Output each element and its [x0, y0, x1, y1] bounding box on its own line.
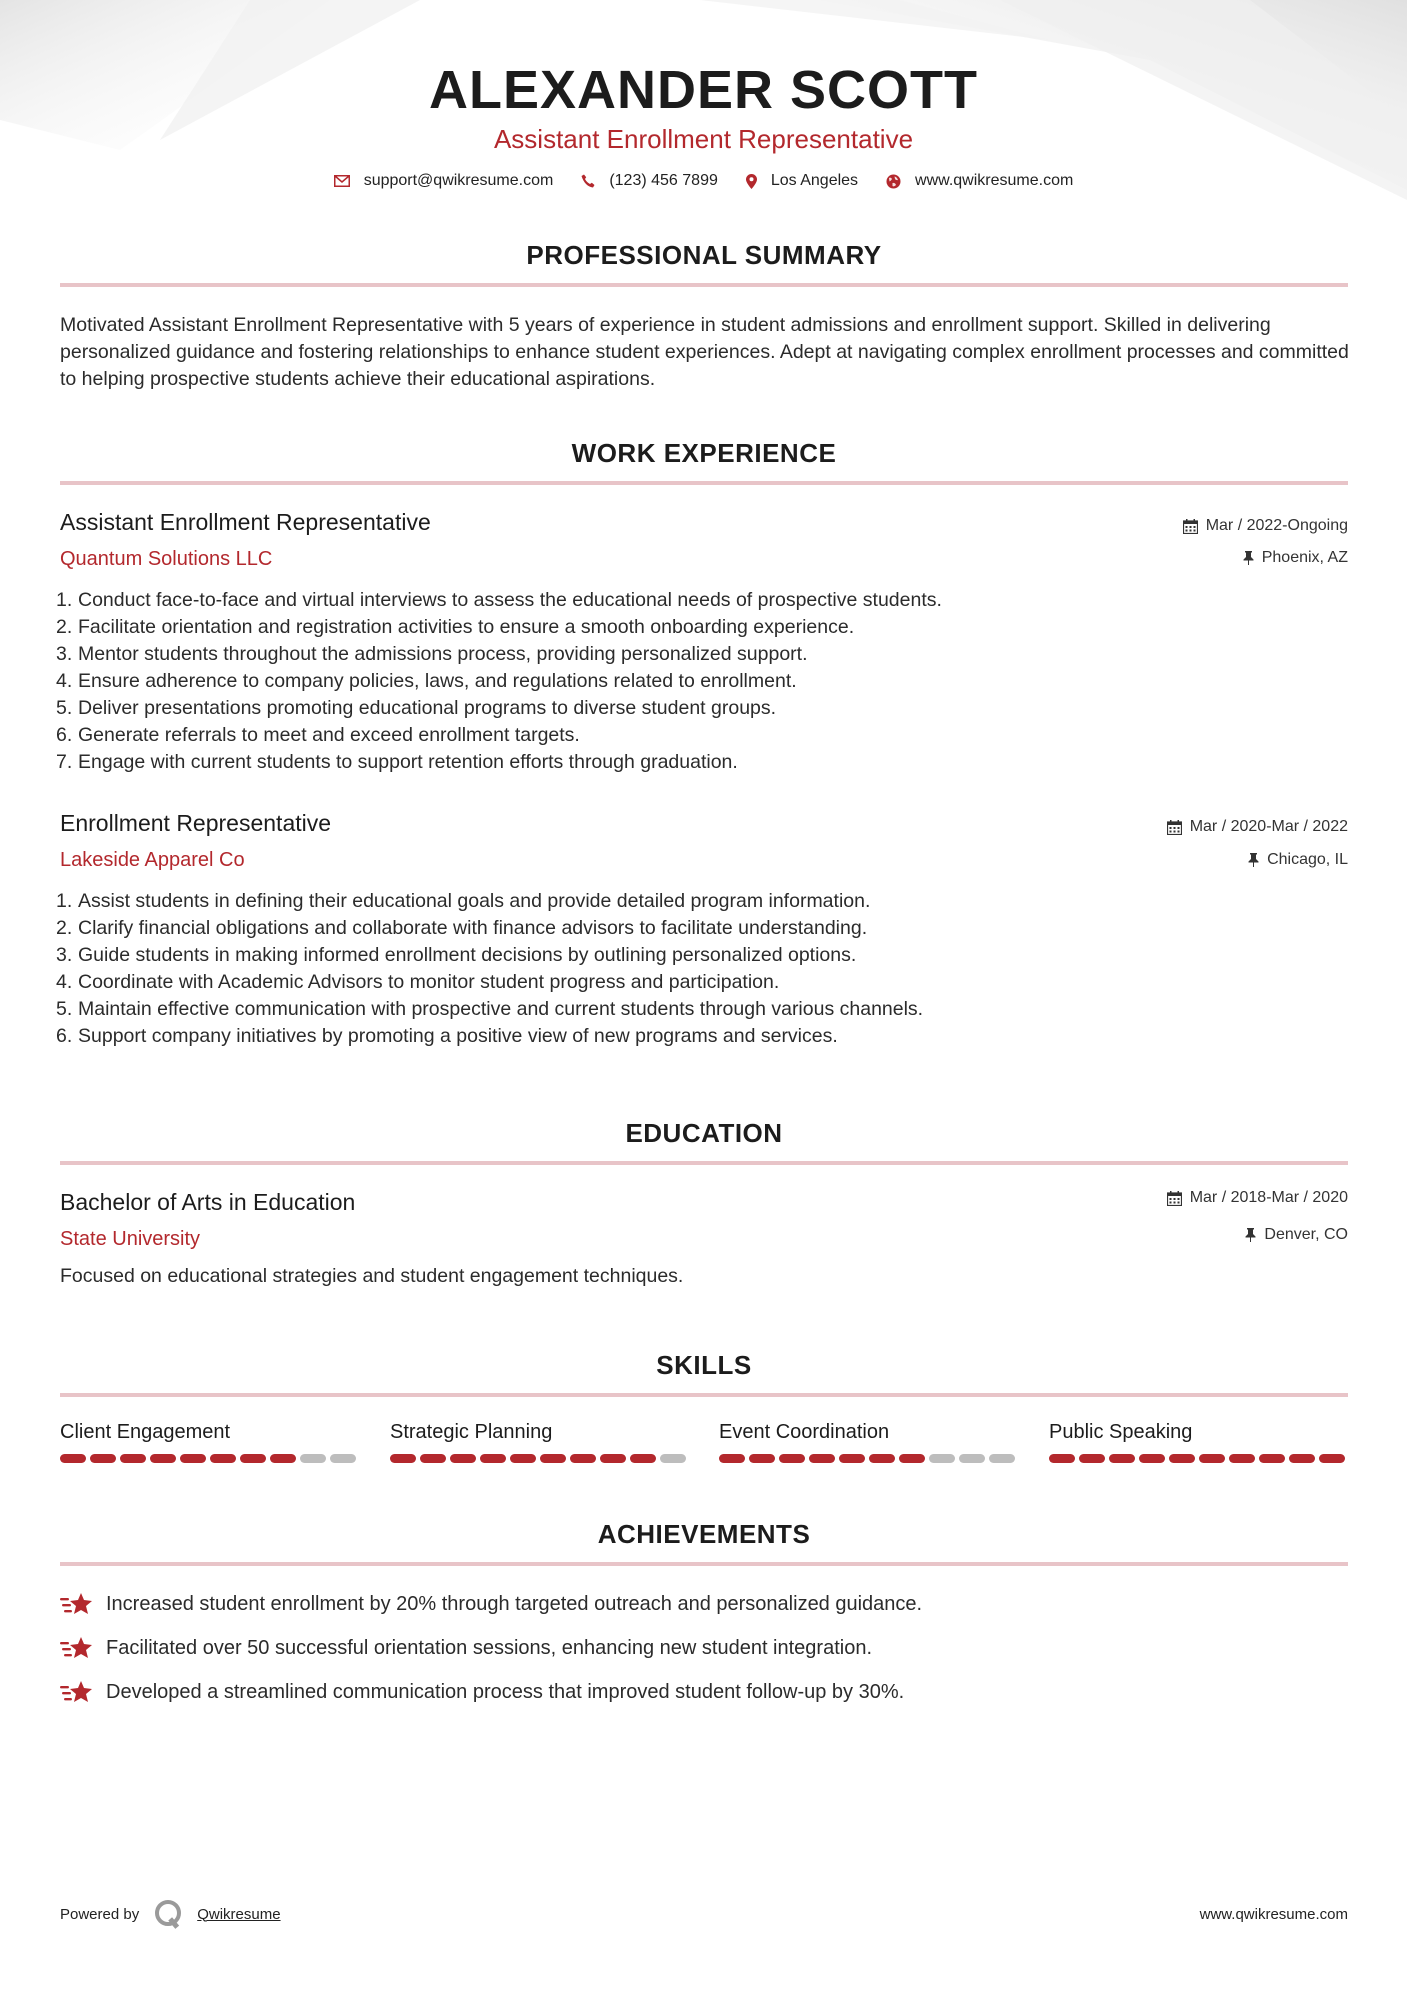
skill-segment-filled — [869, 1454, 895, 1463]
shooting-star-icon — [60, 1678, 94, 1706]
job-dates-text: Mar / 2022-Ongoing — [1205, 517, 1348, 534]
skill-segment-filled — [1109, 1454, 1135, 1463]
skill-segment-filled — [150, 1454, 176, 1463]
list-item: 1. Assist students in defining their educational goals and provide detailed program information. — [56, 890, 871, 912]
job-company: Quantum Solutions LLC — [60, 548, 273, 570]
job-responsibilities — [56, 587, 1316, 776]
summary-divider — [60, 283, 1348, 287]
achievement-text: Increased student enrollment by 20% through targeted outreach and personalized guidance. — [106, 1593, 923, 1615]
experience-heading: WORK EXPERIENCE — [571, 438, 837, 468]
skill-segment-filled — [1289, 1454, 1315, 1463]
education-dates-text: Mar / 2018-Mar / 2020 — [1189, 1189, 1348, 1206]
achievement-item — [60, 1634, 872, 1662]
skill-segment-filled — [180, 1454, 206, 1463]
candidate-name: ALEXANDER SCOTT — [428, 60, 978, 120]
achievement-text: Facilitated over 50 successful orientation sessions, enhancing new student integration. — [106, 1637, 873, 1659]
envelope-icon — [334, 175, 350, 187]
skill-segment-empty — [959, 1454, 985, 1463]
job-location — [1243, 548, 1348, 568]
achievement-text: Developed a streamlined communication process that improved student follow-up by 30%. — [106, 1681, 905, 1703]
list-item: 5. Deliver presentations promoting educational programs to diverse student groups. — [56, 697, 777, 719]
skill-segment-empty — [330, 1454, 356, 1463]
skill-segment-filled — [240, 1454, 266, 1463]
skill-segment-filled — [809, 1454, 835, 1463]
skill-segment-filled — [630, 1454, 656, 1463]
skill-public-speaking — [1049, 1418, 1349, 1463]
education-degree: Bachelor of Arts in Education — [60, 1189, 356, 1215]
job-title: Assistant Enrollment Representative — [60, 509, 431, 535]
phone-icon — [581, 174, 595, 188]
list-item: 5. Maintain effective communication with prospective and current students through various channels. — [56, 998, 924, 1020]
skill-segment-filled — [90, 1454, 116, 1463]
education-dates — [1167, 1188, 1348, 1208]
skill-segment-filled — [1259, 1454, 1285, 1463]
footer-powered-by — [60, 1898, 281, 1930]
skill-segment-filled — [839, 1454, 865, 1463]
list-item: 4. Coordinate with Academic Advisors to monitor student progress and participation. — [56, 971, 780, 993]
shooting-star-icon — [60, 1634, 94, 1662]
summary-heading: PROFESSIONAL SUMMARY — [526, 240, 882, 270]
skill-rating-bar — [390, 1454, 690, 1463]
skill-segment-filled — [480, 1454, 506, 1463]
job-dates-text: Mar / 2020-Mar / 2022 — [1189, 818, 1348, 835]
education-divider — [60, 1161, 1348, 1165]
skill-segment-filled — [120, 1454, 146, 1463]
contact-email[interactable] — [334, 172, 554, 190]
education-location — [1245, 1225, 1348, 1245]
contact-bar — [0, 172, 1407, 190]
skill-segment-filled — [1199, 1454, 1225, 1463]
contact-location-text: Los Angeles — [770, 172, 859, 189]
job-location — [1248, 850, 1348, 870]
list-item: 3. Guide students in making informed enrollment decisions by outlining personalized options. — [56, 944, 857, 966]
skill-segment-filled — [1139, 1454, 1165, 1463]
contact-email-text: support@qwikresume.com — [363, 172, 554, 189]
skill-segment-empty — [660, 1454, 686, 1463]
skill-name: Strategic Planning — [390, 1421, 553, 1443]
calendar-icon — [1167, 1191, 1182, 1206]
education-description: Focused on educational strategies and student engagement techniques. — [60, 1265, 684, 1287]
experience-divider — [60, 481, 1348, 485]
skill-segment-filled — [600, 1454, 626, 1463]
skill-name: Event Coordination — [719, 1421, 890, 1443]
skill-segment-filled — [60, 1454, 86, 1463]
list-item: 3. Mentor students throughout the admissions process, providing personalized support. — [56, 643, 808, 665]
calendar-icon — [1183, 519, 1198, 534]
pushpin-icon — [1248, 853, 1259, 867]
shooting-star-icon — [60, 1590, 94, 1618]
skill-segment-filled — [779, 1454, 805, 1463]
skill-rating-bar — [719, 1454, 1019, 1463]
skill-rating-bar — [1049, 1454, 1349, 1463]
skill-segment-filled — [210, 1454, 236, 1463]
contact-website[interactable] — [886, 172, 1073, 190]
skill-segment-filled — [1049, 1454, 1075, 1463]
skill-segment-filled — [570, 1454, 596, 1463]
skills-divider — [60, 1393, 1348, 1397]
skill-segment-filled — [749, 1454, 775, 1463]
skill-segment-filled — [270, 1454, 296, 1463]
list-item: 6. Generate referrals to meet and exceed enrollment targets. — [56, 724, 580, 746]
job-location-text: Chicago, IL — [1267, 851, 1348, 868]
achievement-item — [60, 1590, 922, 1618]
list-item: 4. Ensure adherence to company policies, laws, and regulations related to enrollment. — [56, 670, 797, 692]
skill-segment-filled — [390, 1454, 416, 1463]
achievements-heading: ACHIEVEMENTS — [597, 1519, 811, 1549]
skill-segment-empty — [989, 1454, 1015, 1463]
footer-brand-link[interactable]: Qwikresume — [197, 1905, 281, 1923]
skills-heading: SKILLS — [656, 1350, 752, 1380]
achievements-divider — [60, 1562, 1348, 1566]
skill-segment-filled — [510, 1454, 536, 1463]
job-company: Lakeside Apparel Co — [60, 849, 245, 871]
list-item: 6. Support company initiatives by promoting a positive view of new programs and services. — [56, 1025, 838, 1047]
skill-segment-filled — [1079, 1454, 1105, 1463]
list-item: 7. Engage with current students to support retention efforts through graduation. — [56, 751, 738, 773]
skill-name: Public Speaking — [1049, 1421, 1193, 1443]
list-item: 2. Facilitate orientation and registration activities to ensure a smooth onboarding experience. — [56, 616, 855, 638]
job-responsibilities — [56, 888, 1316, 1050]
job-title: Enrollment Representative — [60, 810, 332, 836]
map-pin-icon — [746, 174, 757, 189]
skill-segment-filled — [1229, 1454, 1255, 1463]
contact-website-text: www.qwikresume.com — [915, 172, 1074, 189]
skill-segment-empty — [300, 1454, 326, 1463]
skill-rating-bar — [60, 1454, 360, 1463]
candidate-role: Assistant Enrollment Representative — [493, 124, 914, 154]
globe-icon — [886, 174, 901, 189]
job-location-text: Phoenix, AZ — [1261, 549, 1348, 566]
skill-name: Client Engagement — [60, 1421, 231, 1443]
skill-segment-filled — [1319, 1454, 1345, 1463]
pushpin-icon — [1245, 1228, 1256, 1242]
job-dates — [1183, 516, 1348, 536]
footer-website[interactable]: www.qwikresume.com — [1199, 1906, 1348, 1923]
skill-event-coordination — [719, 1418, 1019, 1463]
education-location-text: Denver, CO — [1264, 1226, 1348, 1243]
qwikresume-logo-icon — [153, 1898, 185, 1930]
education-heading: EDUCATION — [625, 1118, 783, 1148]
contact-phone[interactable] — [581, 172, 718, 190]
calendar-icon — [1167, 820, 1182, 835]
summary-text: Motivated Assistant Enrollment Representative with 5 years of experience in student admissions and enrollment support. Skilled in delivering personalized guidance and fostering relationships to enhance student experiences. Adept at navigating complex enrollment processes and committed to helping prospective students achieve their educational aspirations. — [60, 314, 1349, 390]
skill-strategic-planning — [390, 1418, 690, 1463]
education-school: State University — [60, 1228, 201, 1250]
list-item: 2. Clarify financial obligations and collaborate with finance advisors to facilitate understanding. — [56, 917, 868, 939]
job-dates — [1167, 817, 1348, 837]
skill-segment-filled — [420, 1454, 446, 1463]
contact-phone-text: (123) 456 7899 — [609, 172, 718, 189]
powered-by-label: Powered by — [60, 1905, 140, 1923]
skill-segment-filled — [1169, 1454, 1195, 1463]
skill-segment-empty — [929, 1454, 955, 1463]
skill-segment-filled — [899, 1454, 925, 1463]
skill-segment-filled — [540, 1454, 566, 1463]
pushpin-icon — [1243, 551, 1254, 565]
skill-client-engagement — [60, 1418, 360, 1463]
skill-segment-filled — [719, 1454, 745, 1463]
achievement-item — [60, 1678, 904, 1706]
skill-segment-filled — [450, 1454, 476, 1463]
list-item: 1. Conduct face-to-face and virtual interviews to assess the educational needs of prospective students. — [56, 589, 942, 611]
resume-header — [0, 58, 1407, 156]
contact-location — [746, 172, 858, 190]
